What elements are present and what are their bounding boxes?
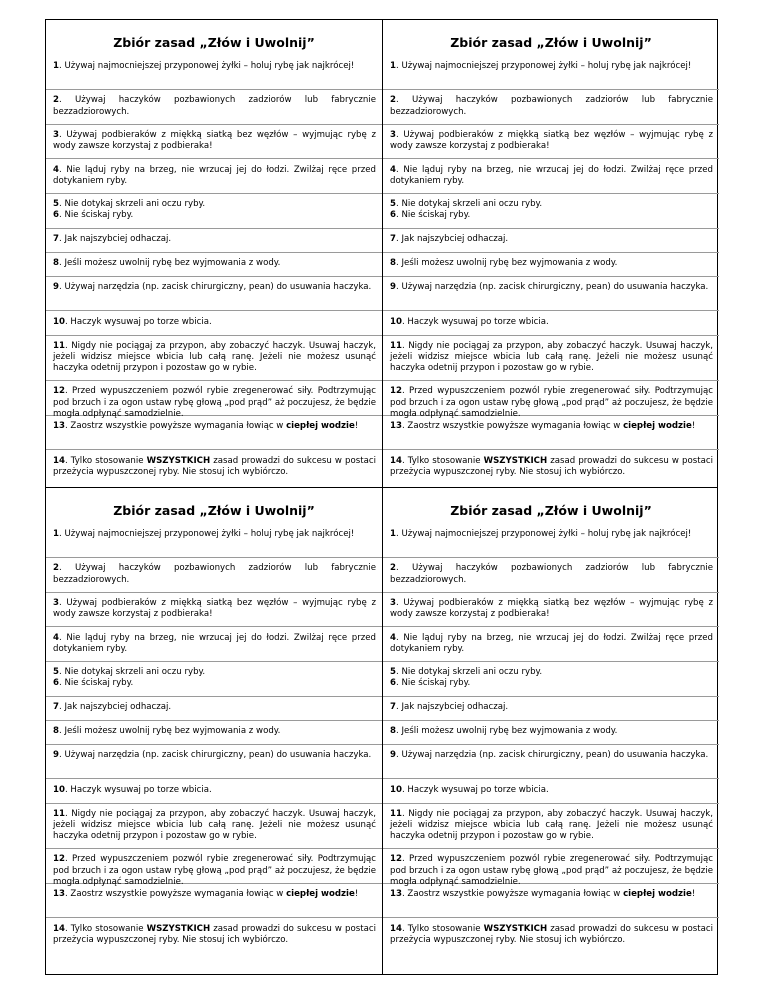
- rule-number: 4: [390, 632, 396, 643]
- rule-text: . Nie ląduj ryby na brzeg, nie wrzucaj jej do łodzi. Zwilżaj ręce przed dotykaniem ryby.: [390, 632, 713, 654]
- rule-number: 3: [390, 130, 396, 140]
- rule-text-end: !: [354, 888, 359, 899]
- rule-text: . Haczyk wysuwaj po torze wbicia.: [401, 784, 549, 795]
- rule-number: 12: [53, 386, 65, 397]
- rule-item: [46, 311, 382, 335]
- rule-number: 9: [53, 281, 59, 292]
- rule-number: 2: [53, 563, 59, 574]
- rule-item: [383, 627, 719, 662]
- rule-text: . Używaj najmocniejszej przyponowej żyłki – holuj rybę jak najkrócej!: [58, 60, 355, 71]
- rule-text: . Przed wypuszczeniem pozwól rybie zregenerować siły. Podtrzymując pod brzuch i za ogon ustaw rybę głową „pod prąd” aż poczujesz, że będzie mogła odpłynąć samodzielnie.: [390, 854, 713, 887]
- rule-number: 2: [390, 563, 396, 574]
- rule-item: [383, 450, 719, 485]
- rule-text: . Tylko stosowanie: [401, 923, 484, 934]
- rule-number: 7: [53, 234, 59, 245]
- rule-item: [46, 745, 382, 780]
- rule-emphasis: ciepłej wodzie: [286, 420, 355, 431]
- rule-emphasis: WSZYSTKICH: [483, 923, 548, 934]
- rule-item: [383, 90, 719, 125]
- rule-text: . Jak najszybciej odhaczaj.: [58, 234, 172, 245]
- rule-number: 9: [390, 281, 396, 292]
- rule-text: . Nigdy nie pociągaj za przypon, aby zobaczyć haczyk. Usuwaj haczyk, jeżeli widzisz miejsce wbicia lub całą ranę. Jeżeli nie możesz usunąć haczyka odetnij przypon i pozostaw go w rybie.: [53, 808, 376, 842]
- rule-item: [383, 416, 719, 451]
- rule-text: . Używaj podbieraków z miękką siatką bez węzłów – wyjmując rybę z wody zawsze korzystaj z podbieraka!: [53, 130, 376, 152]
- rule-item: [383, 277, 719, 312]
- rules-card: [46, 488, 382, 955]
- rule-text: . Przed wypuszczeniem pozwól rybie zregenerować siły. Podtrzymując pod brzuch i za ogon ustaw rybę głową „pod prąd” aż poczujesz, że będzie mogła odpłynąć samodzielnie.: [53, 386, 376, 419]
- card-title: Zbiór zasad „Złów i Uwolnij”: [113, 503, 315, 518]
- rule-number: 10: [53, 316, 65, 327]
- rule-number: 8: [390, 258, 396, 269]
- rule-number: 6: [390, 678, 396, 689]
- rule-text: . Jeśli możesz uwolnij rybę bez wyjmowania z wody.: [395, 726, 618, 737]
- rule-emphasis: ciepłej wodzie: [623, 888, 692, 899]
- rule-item: [46, 593, 382, 628]
- rule-item: [46, 416, 382, 451]
- rule-text: . Używaj najmocniejszej przyponowej żyłki – holuj rybę jak najkrócej!: [395, 60, 692, 71]
- rule-number: 4: [390, 164, 396, 175]
- rule-number: 9: [390, 749, 396, 760]
- card-title: Zbiór zasad „Złów i Uwolnij”: [113, 35, 315, 50]
- rule-number: 12: [390, 854, 402, 865]
- rule-text: . Nie ląduj ryby na brzeg, nie wrzucaj jej do łodzi. Zwilżaj ręce przed dotykaniem ryby.: [53, 632, 376, 654]
- rule-text: . Nie ściskaj ryby.: [395, 210, 471, 221]
- rule-text-end: !: [354, 420, 359, 431]
- rule-text: . Używaj najmocniejszej przyponowej żyłki – holuj rybę jak najkrócej!: [395, 528, 692, 539]
- rule-item: [383, 593, 719, 628]
- rule-text: . Zaostrz wszystkie powyższe wymagania łowiąc w: [64, 888, 287, 899]
- rule-number: 5: [390, 199, 396, 210]
- rule-text: . Zaostrz wszystkie powyższe wymagania łowiąc w: [401, 420, 624, 431]
- rule-text: . Używaj podbieraków z miękką siatką bez węzłów – wyjmując rybę z wody zawsze korzystaj z podbieraka!: [53, 598, 376, 620]
- rule-text: . Jeśli możesz uwolnij rybę bez wyjmowania z wody.: [395, 258, 618, 269]
- rule-number: 4: [53, 632, 59, 643]
- rule-item: [383, 697, 719, 721]
- rule-number: 2: [390, 95, 396, 106]
- card-title: Zbiór zasad „Złów i Uwolnij”: [450, 503, 652, 518]
- rule-number: 13: [390, 888, 402, 899]
- rule-text: . Nie dotykaj skrzeli ani oczu ryby.: [395, 199, 543, 210]
- rule-text: . Używaj haczyków pozbawionych zadziorów lub fabrycznie bezzadziorowych.: [390, 563, 713, 585]
- print-sheet: [45, 19, 718, 975]
- rule-text: . Zaostrz wszystkie powyższe wymagania łowiąc w: [64, 420, 287, 431]
- rule-text: . Zaostrz wszystkie powyższe wymagania łowiąc w: [401, 888, 624, 899]
- rule-text: . Jak najszybciej odhaczaj.: [58, 702, 172, 713]
- rule-emphasis: WSZYSTKICH: [483, 455, 548, 466]
- rule-item: [46, 804, 382, 850]
- rule-number: 11: [390, 340, 402, 351]
- rule-number: 1: [53, 528, 59, 539]
- rule-item: [383, 558, 719, 593]
- rule-item: [383, 159, 719, 194]
- rule-item: [383, 849, 719, 887]
- rule-text: . Tylko stosowanie: [401, 455, 484, 466]
- rule-number: 6: [53, 678, 59, 689]
- rule-text: . Przed wypuszczeniem pozwól rybie zregenerować siły. Podtrzymując pod brzuch i za ogon ustaw rybę głową „pod prąd” aż poczujesz, że będzie mogła odpłynąć samodzielnie.: [390, 386, 713, 419]
- rule-text-end: zasad prowadzi do sukcesu w postaci przeżycia wypuszczonej ryby. Nie stosuj ich wybiórczo.: [53, 455, 376, 477]
- rule-item: [46, 336, 382, 382]
- rule-text: . Nie ląduj ryby na brzeg, nie wrzucaj jej do łodzi. Zwilżaj ręce przed dotykaniem ryby.: [390, 164, 713, 186]
- rule-number: 14: [53, 455, 65, 466]
- rule-item: [383, 229, 719, 253]
- rule-text: . Jeśli możesz uwolnij rybę bez wyjmowania z wody.: [58, 258, 281, 269]
- rule-item: [46, 381, 382, 419]
- rule-text: . Używaj narzędzia (np. zacisk chirurgiczny, pean) do usuwania haczyka.: [395, 749, 709, 760]
- rule-item: [46, 55, 382, 90]
- rule-number: 10: [53, 784, 65, 795]
- rule-item: [383, 662, 719, 697]
- rule-number: 3: [390, 598, 396, 608]
- rule-text: . Nie ściskaj ryby.: [395, 678, 471, 689]
- rule-text: . Używaj podbieraków z miękką siatką bez węzłów – wyjmując rybę z wody zawsze korzystaj z podbieraka!: [390, 130, 713, 152]
- rule-number: 8: [53, 726, 59, 737]
- rule-number: 5: [53, 199, 59, 210]
- rule-number: 5: [53, 667, 59, 678]
- rule-number: 13: [53, 420, 65, 431]
- rule-item: [46, 662, 382, 697]
- rule-text: . Używaj najmocniejszej przyponowej żyłki – holuj rybę jak najkrócej!: [58, 528, 355, 539]
- rule-number: 12: [53, 854, 65, 865]
- rule-number: 1: [53, 60, 59, 71]
- rule-item: [383, 779, 719, 803]
- rule-emphasis: WSZYSTKICH: [146, 455, 211, 466]
- rule-item: [46, 159, 382, 194]
- rule-number: 6: [53, 210, 59, 221]
- rules-card: [383, 20, 719, 487]
- rule-text: . Tylko stosowanie: [64, 923, 147, 934]
- rule-number: 13: [390, 420, 402, 431]
- rule-number: 13: [53, 888, 65, 899]
- rule-text: . Haczyk wysuwaj po torze wbicia.: [64, 316, 212, 327]
- rule-number: 1: [390, 528, 396, 539]
- rule-number: 1: [390, 60, 396, 71]
- rule-number: 7: [53, 702, 59, 713]
- rule-number: 2: [53, 95, 59, 106]
- rule-text: . Nie dotykaj skrzeli ani oczu ryby.: [58, 667, 206, 678]
- rule-item: [46, 253, 382, 277]
- rule-number: 10: [390, 316, 402, 327]
- rule-item: [383, 918, 719, 953]
- rule-text: . Nie dotykaj skrzeli ani oczu ryby.: [58, 199, 206, 210]
- rule-text: . Jeśli możesz uwolnij rybę bez wyjmowania z wody.: [58, 726, 281, 737]
- rule-item: [46, 779, 382, 803]
- rule-item: [46, 90, 382, 125]
- rule-item: [46, 523, 382, 558]
- rule-item: [383, 804, 719, 850]
- rule-text: . Jak najszybciej odhaczaj.: [395, 702, 509, 713]
- rule-item: [46, 194, 382, 229]
- rule-text-end: !: [691, 888, 696, 899]
- rule-item: [46, 558, 382, 593]
- rule-text: . Nie ląduj ryby na brzeg, nie wrzucaj jej do łodzi. Zwilżaj ręce przed dotykaniem ryby.: [53, 164, 376, 186]
- rule-text: . Przed wypuszczeniem pozwól rybie zregenerować siły. Podtrzymując pod brzuch i za ogon ustaw rybę głową „pod prąd” aż poczujesz, że będzie mogła odpłynąć samodzielnie.: [53, 854, 376, 887]
- rule-text: . Nie ściskaj ryby.: [58, 210, 134, 221]
- rule-number: 6: [390, 210, 396, 221]
- rule-item: [46, 229, 382, 253]
- rule-number: 11: [53, 808, 65, 819]
- rule-text: . Nie dotykaj skrzeli ani oczu ryby.: [395, 667, 543, 678]
- rule-text: . Używaj podbieraków z miękką siatką bez węzłów – wyjmując rybę z wody zawsze korzystaj z podbieraka!: [390, 598, 713, 620]
- rule-number: 4: [53, 164, 59, 175]
- rule-number: 9: [53, 749, 59, 760]
- rules-card: [46, 20, 382, 487]
- rule-number: 7: [390, 702, 396, 713]
- rule-number: 5: [390, 667, 396, 678]
- rule-item: [46, 125, 382, 160]
- rule-item: [383, 194, 719, 229]
- rule-text-end: !: [691, 420, 696, 431]
- rule-text-end: zasad prowadzi do sukcesu w postaci przeżycia wypuszczonej ryby. Nie stosuj ich wybiórczo.: [390, 923, 713, 945]
- rule-number: 3: [53, 598, 59, 608]
- rule-item: [46, 697, 382, 721]
- rule-text: . Nigdy nie pociągaj za przypon, aby zobaczyć haczyk. Usuwaj haczyk, jeżeli widzisz miejsce wbicia lub całą ranę. Jeżeli nie możesz usunąć haczyka odetnij przypon i pozostaw go w rybie.: [390, 808, 713, 842]
- rule-text: . Haczyk wysuwaj po torze wbicia.: [401, 316, 549, 327]
- rule-item: [383, 336, 719, 382]
- rule-number: 14: [390, 923, 402, 934]
- rules-card: [383, 488, 719, 955]
- rule-item: [383, 253, 719, 277]
- rule-item: [383, 745, 719, 780]
- rule-number: 11: [53, 340, 65, 351]
- rule-item: [46, 277, 382, 312]
- rule-text: . Nigdy nie pociągaj za przypon, aby zobaczyć haczyk. Usuwaj haczyk, jeżeli widzisz miejsce wbicia lub całą ranę. Jeżeli nie możesz usunąć haczyka odetnij przypon i pozostaw go w rybie.: [53, 340, 376, 374]
- rule-text: . Tylko stosowanie: [64, 455, 147, 466]
- rule-item: [46, 721, 382, 745]
- rule-emphasis: ciepłej wodzie: [286, 888, 355, 899]
- rule-text: . Haczyk wysuwaj po torze wbicia.: [64, 784, 212, 795]
- rule-item: [383, 55, 719, 90]
- rule-number: 7: [390, 234, 396, 245]
- rule-number: 12: [390, 386, 402, 397]
- rule-text: . Używaj narzędzia (np. zacisk chirurgiczny, pean) do usuwania haczyka.: [58, 749, 372, 760]
- card-title: Zbiór zasad „Złów i Uwolnij”: [450, 35, 652, 50]
- rule-text: . Używaj narzędzia (np. zacisk chirurgiczny, pean) do usuwania haczyka.: [395, 281, 709, 292]
- rule-item: [383, 523, 719, 558]
- rule-number: 8: [53, 258, 59, 269]
- rule-text: . Używaj haczyków pozbawionych zadziorów lub fabrycznie bezzadziorowych.: [53, 95, 376, 117]
- rule-number: 14: [390, 455, 402, 466]
- rule-number: 14: [53, 923, 65, 934]
- rule-text: . Nie ściskaj ryby.: [58, 678, 134, 689]
- rule-item: [46, 627, 382, 662]
- rule-number: 3: [53, 130, 59, 140]
- rule-text: . Używaj haczyków pozbawionych zadziorów lub fabrycznie bezzadziorowych.: [53, 563, 376, 585]
- rule-emphasis: ciepłej wodzie: [623, 420, 692, 431]
- rule-number: 11: [390, 808, 402, 819]
- rule-text-end: zasad prowadzi do sukcesu w postaci przeżycia wypuszczonej ryby. Nie stosuj ich wybiórczo.: [53, 923, 376, 945]
- rule-text: . Jak najszybciej odhaczaj.: [395, 234, 509, 245]
- rule-text: . Nigdy nie pociągaj za przypon, aby zobaczyć haczyk. Usuwaj haczyk, jeżeli widzisz miejsce wbicia lub całą ranę. Jeżeli nie możesz usunąć haczyka odetnij przypon i pozostaw go w rybie.: [390, 340, 713, 374]
- rule-text: . Używaj narzędzia (np. zacisk chirurgiczny, pean) do usuwania haczyka.: [58, 281, 372, 292]
- rule-emphasis: WSZYSTKICH: [146, 923, 211, 934]
- rule-text: . Używaj haczyków pozbawionych zadziorów lub fabrycznie bezzadziorowych.: [390, 95, 713, 117]
- rule-item: [46, 849, 382, 887]
- rule-item: [46, 884, 382, 919]
- rule-number: 8: [390, 726, 396, 737]
- rule-item: [383, 884, 719, 919]
- rule-item: [383, 381, 719, 419]
- rule-item: [46, 450, 382, 485]
- rule-item: [383, 721, 719, 745]
- rule-item: [383, 311, 719, 335]
- rule-item: [46, 918, 382, 953]
- rule-text-end: zasad prowadzi do sukcesu w postaci przeżycia wypuszczonej ryby. Nie stosuj ich wybiórczo.: [390, 455, 713, 477]
- rule-item: [383, 125, 719, 160]
- rule-number: 10: [390, 784, 402, 795]
